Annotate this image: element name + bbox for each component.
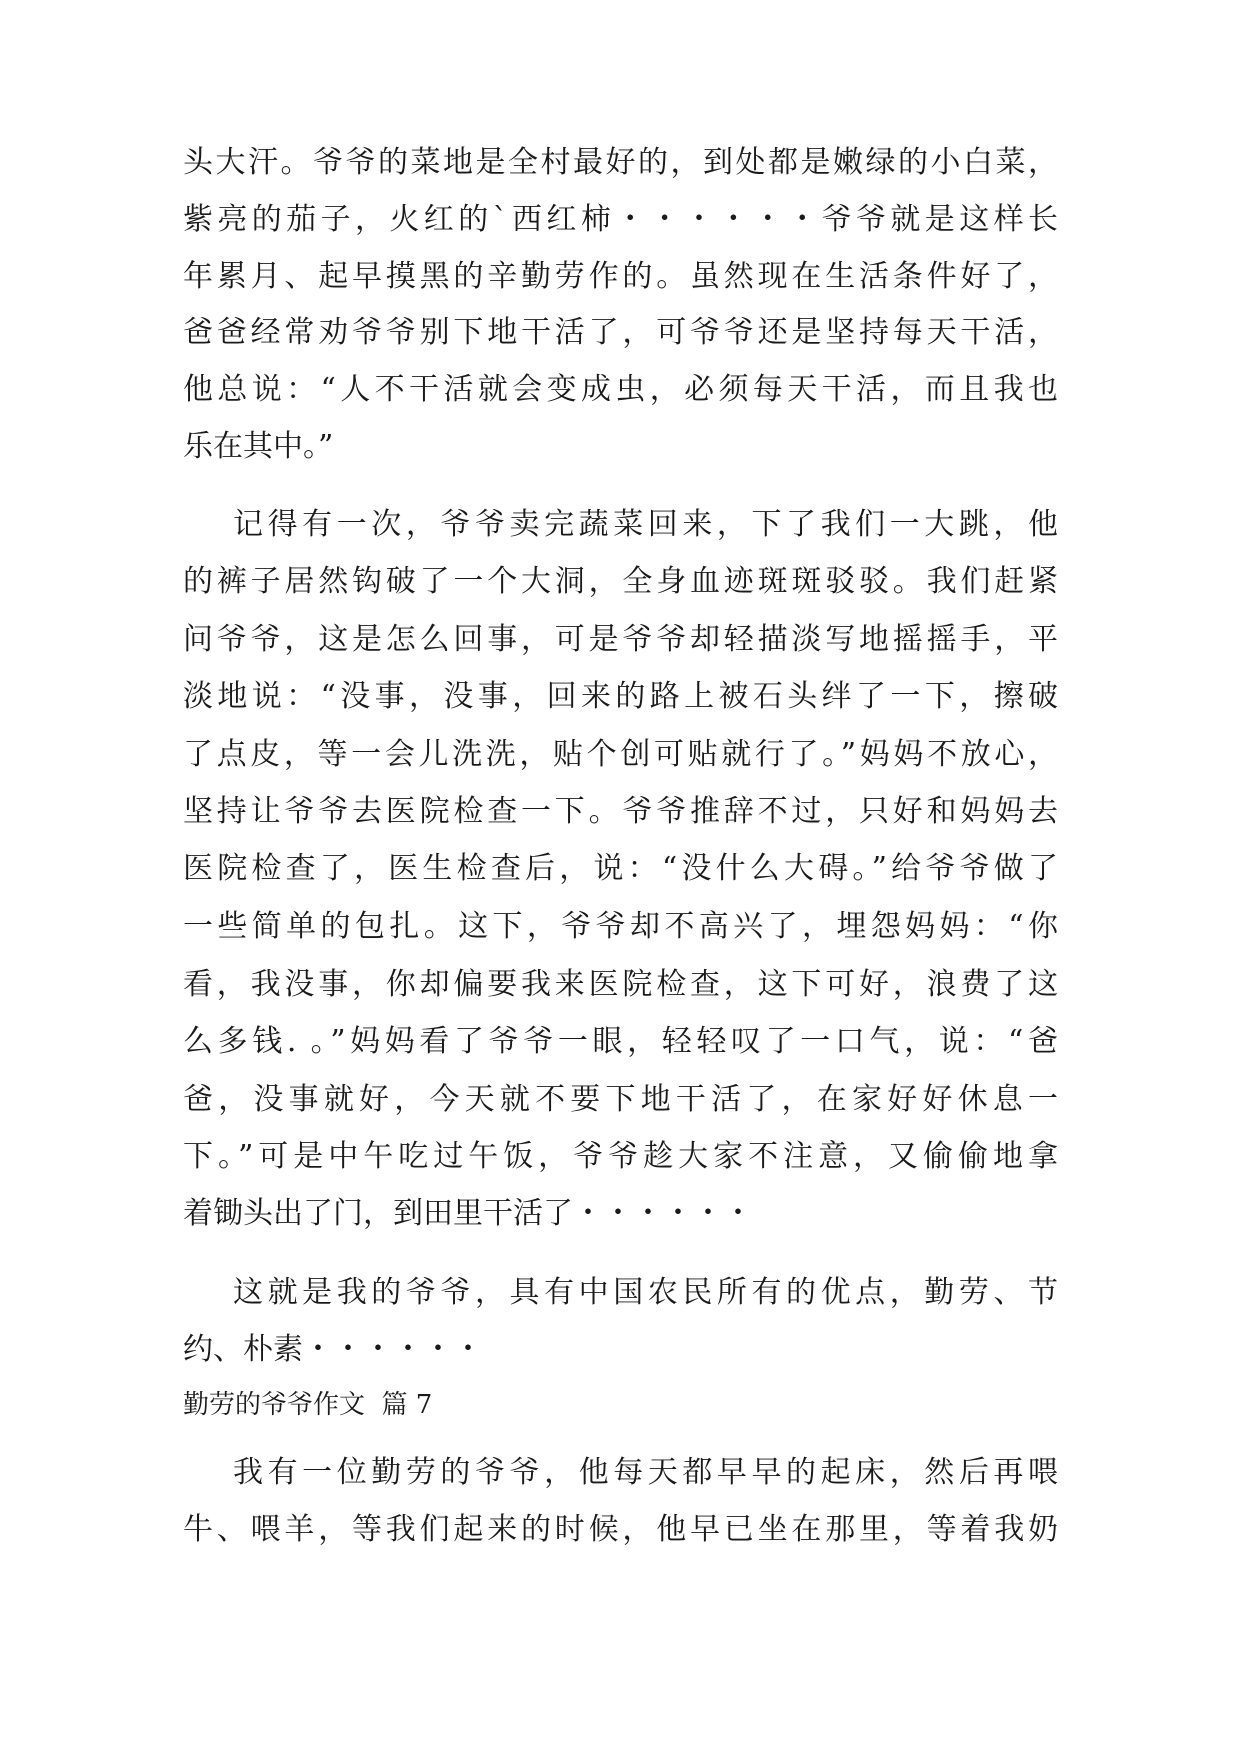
paragraph-line: 这就是我的爷爷，具有中国农民所有的优点，勤劳、节: [233, 1275, 1058, 1310]
paragraph-line: 牛、喂羊，等我们起来的时候，他早已坐在那里，等着我奶: [183, 1512, 1058, 1547]
paragraph-line: 我有一位勤劳的爷爷，他每天都早早的起床，然后再喂: [233, 1455, 1058, 1490]
paragraph-line: 约、朴素・・・・・・: [183, 1332, 483, 1367]
paragraph-line: 年累月、起早摸黑的辛勤劳作的。虽然现在生活条件好了，: [183, 259, 1058, 294]
paragraph-line: 淡地说：“没事，没事，回来的路上被石头绊了一下，擦破: [183, 679, 1058, 714]
paragraph-line: 乐在其中。”: [183, 429, 334, 464]
paragraph-line: 问爷爷，这是怎么回事，可是爷爷却轻描淡写地摇摇手，平: [183, 622, 1058, 657]
section-heading: 勤劳的爷爷作文 篇 7: [183, 1390, 433, 1420]
paragraph-line: 爸爸经常劝爷爷别下地干活了，可爷爷还是坚持每天干活，: [183, 315, 1058, 350]
paragraph-line: 一些简单的包扎。这下，爷爷却不高兴了，埋怨妈妈：“你: [183, 909, 1058, 944]
paragraph-line: 坚持让爷爷去医院检查一下。爷爷推辞不过，只好和妈妈去: [183, 794, 1058, 829]
paragraph-line: 他总说：“人不干活就会变成虫，必须每天干活，而且我也: [183, 372, 1058, 407]
paragraph-line: 记得有一次，爷爷卖完蔬菜回来，下了我们一大跳，他: [233, 507, 1058, 542]
paragraph-line: 了点皮，等一会儿洗洗，贴个创可贴就行了。”妈妈不放心，: [183, 737, 1058, 772]
paragraph-line: 么多钱. 。”妈妈看了爷爷一眼，轻轻叹了一口气，说：“爸: [183, 1024, 1058, 1059]
paragraph-line: 爸，没事就好，今天就不要下地干活了，在家好好休息一: [183, 1082, 1058, 1117]
paragraph-line: 头大汗。爷爷的菜地是全村最好的，到处都是嫩绿的小白菜，: [183, 145, 1058, 180]
paragraph-line: 着锄头出了门，到田里干活了・・・・・・: [183, 1196, 753, 1231]
paragraph-line: 看，我没事，你却偏要我来医院检查，这下可好，浪费了这: [183, 967, 1058, 1002]
paragraph-line: 下。”可是中午吃过午饭，爷爷趁大家不注意，又偷偷地拿: [183, 1139, 1058, 1174]
paragraph-line: 的裤子居然钩破了一个大洞，全身血迹斑斑驳驳。我们赶紧: [183, 564, 1058, 599]
paragraph-line: 医院检查了，医生检查后，说：“没什么大碍。”给爷爷做了: [183, 851, 1058, 886]
paragraph-line: 紫亮的茄子，火红的`西红柿・・・・・・爷爷就是这样长: [183, 202, 1058, 237]
